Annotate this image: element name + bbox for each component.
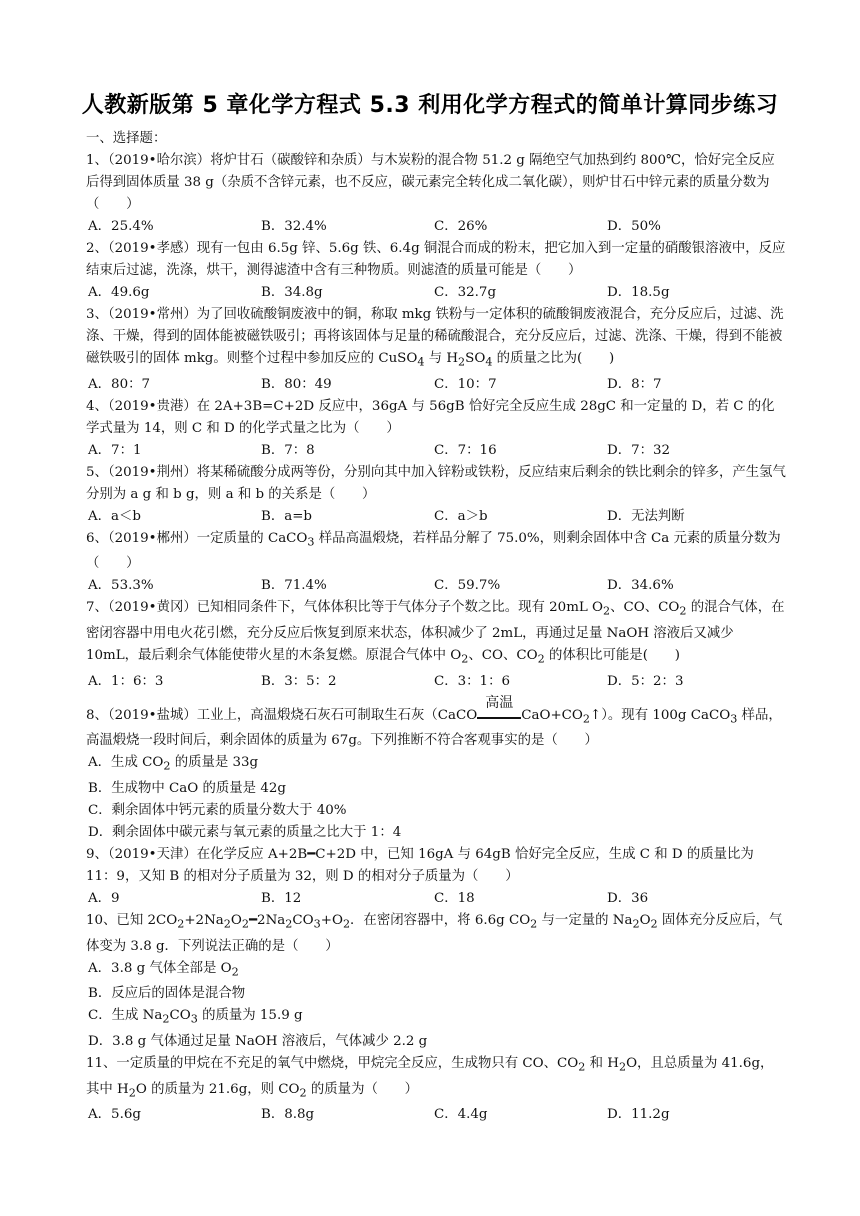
question-6-text: 6、（2019•郴州）一定质量的 CaCO$_3$ 样品高温煅烧，若样品分解了 75.0%，则剩余固体中含 Ca 元素的质量分数为（ ） [86, 530, 781, 572]
question-5-options [86, 506, 786, 528]
question-6-options [86, 575, 786, 597]
option-b: B．8.8g [261, 1107, 315, 1123]
option-d: D．5：2：3 [607, 673, 684, 689]
option-d: D．无法判断 [607, 508, 685, 524]
question-9 [86, 844, 786, 910]
question-4-options [86, 440, 786, 462]
condition-label: 高温 [485, 694, 514, 711]
option-a: A．5.6g [88, 1107, 141, 1123]
question-8-rest: $CaO+CO_2↑$）。现有 100g CaCO$_3$ 样品，高温煅烧一段时间后，剩余固体的质量为 67g。下列推断不符合客观事实的是（ ） [86, 707, 782, 749]
question-4-text: 4、（2019•贵港）在 2A+3B=C+2D 反应中，36gA 与 56gB 恰好完全反应生成 28gC 和一定量的 D，若 C 的化学式量为 14，则 C 和 D 的化学式量之比为（ ） [86, 398, 775, 436]
section-heading: 一、选择题： [86, 131, 167, 146]
question-3-options [86, 374, 786, 396]
question-1 [86, 150, 786, 238]
question-1-text: 1、（2019•哈尔滨）将炉甘石（碳酸锌和杂质）与木炭粉的混合物 51.2 g 隔绝空气加热到约 800℃，恰好完全反应后得到固体质量 38 g（杂质不含锌元素，也不反应，碳元素完全转化成二氧化碳），则炉甘石中锌元素的质量分数为（ ） [86, 153, 775, 212]
option-b: B．32.4% [261, 219, 327, 234]
option-c: C．生成 $Na_2CO_3$ 的质量为 15.9 g [88, 1008, 303, 1027]
question-8-lead: 8、（2019•盐城）工业上，高温煅烧石灰石可制取生石灰（CaCO [86, 707, 478, 723]
question-2-options [86, 282, 786, 304]
page-title: 人教新版第 5 章化学方程式 5.3 利用化学方程式的简单计算同步练习 [81, 93, 779, 118]
question-6 [86, 528, 786, 598]
question-11-text: 11、一定质量的甲烷在不充足的氧气中燃烧，甲烷完全反应，生成物只有 CO、$CO_2$ 和 $H_2O$，且总质量为 41.6g，其中 $H_2O$ 的质量为 21.6g，则 $CO_2$ 的质量为（ ） [86, 1056, 774, 1100]
question-10 [86, 910, 786, 1053]
option-d: D．18.5g [607, 285, 670, 300]
question-10-text: 10、已知 $2CO_2+2Na_2O_2━2Na_2CO_3+O_2$．在密闭容器中，将 6.6g $CO_2$ 与一定量的 $Na_2O_2$ 固体充分反应后，气体变为 3.8 g．下列说法正确的是（ ） [86, 913, 783, 954]
option-a: A．a＜b [88, 508, 142, 524]
option-b: B．7：8 [261, 442, 315, 458]
option-c: C．a＞b [434, 508, 488, 524]
question-2-text: 2、（2019•孝感）现有一包由 6.5g 锌、5.6g 铁、6.4g 铜混合而成的粉末，把它加入到一定量的硝酸银溶液中，反应结束后过滤，洗涤，烘干，测得滤渣中含有三种物质。则滤渣的质量可能是（ ） [86, 241, 786, 278]
question-list [86, 150, 786, 693]
option-b: B．71.4% [261, 578, 327, 594]
option-d: D．7：32 [607, 442, 671, 458]
question-7 [86, 597, 786, 692]
option-d: D．剩余固体中碳元素与氧元素的质量之比大于 1：4 [88, 825, 402, 841]
option-b: B．生成物中 CaO 的质量是 42g [88, 781, 286, 797]
option-d: D．3.8 g 气体通过足量 NaOH 溶液后，气体减少 2.2 g [88, 1034, 428, 1050]
option-d: D．34.6% [607, 578, 674, 594]
option-c: C．10：7 [434, 376, 497, 392]
question-7-text: 7、（2019•黄冈）已知相同条件下，气体体积比等于气体分子个数之比。现有 20mL $O_2$、CO、$CO_2$ 的混合气体，在密闭容器中用电火花引燃，充分反应后恢复到原来状态，体积减少了 2mL，再通过足量 NaOH 溶液后又减少 10mL，最后剩余气体能使带火星的木条复燃。原混合气体中 $O_2$、CO、$CO_2$ 的体积比可能是( ) [86, 600, 785, 666]
question-11-options [86, 1104, 786, 1126]
question-1-options [86, 216, 786, 238]
option-c: C．18 [434, 891, 475, 907]
question-8-options [86, 752, 786, 844]
option-d: D．8：7 [607, 376, 662, 392]
option-a: A．25.4% [88, 219, 154, 234]
option-b: B．反应后的固体是混合物 [88, 986, 246, 1002]
question-8 [86, 694, 786, 844]
question-9-text: 9、（2019•天津）在化学反应 A+2B━C+2D 中，已知 16gA 与 64gB 恰好完全反应，生成 C 和 D 的质量比为 11：9，又知 B 的相对分子质量为 32，则 D 的相对分子质量为（ ） [86, 847, 754, 885]
option-b: B．3：5：2 [261, 673, 337, 689]
option-b: B．12 [261, 891, 302, 907]
option-c: C．59.7% [434, 578, 501, 594]
question-7-options [86, 671, 786, 693]
option-c: C．26% [434, 219, 488, 234]
question-5-text: 5、（2019•荆州）将某稀硫酸分成两等份，分别向其中加入锌粉或铁粉，反应结束后剩余的铁比剩余的锌多，产生氢气分别为 a g 和 b g，则 a 和 b 的关系是（ ） [86, 464, 786, 502]
question-4 [86, 396, 786, 462]
option-c: C．剩余固体中钙元素的质量分数大于 40% [88, 803, 347, 819]
option-d: D．11.2g [607, 1107, 670, 1123]
question-9-options [86, 888, 786, 910]
option-d: D．36 [607, 891, 649, 907]
option-b: B．a=b [261, 508, 313, 524]
option-a: A．49.6g [88, 285, 150, 300]
option-b: B．80：49 [261, 376, 332, 392]
option-a: A．80：7 [88, 376, 151, 392]
document-body [86, 128, 786, 1126]
option-c: C．32.7g [434, 285, 497, 300]
question-8-text [86, 694, 786, 753]
question-3-text: 3、（2019•常州）为了回收硫酸铜废液中的铜，称取 mkg 铁粉与一定体积的硫酸铜废液混合，充分反应后，过滤、洗涤、干燥，得到的固体能被磁铁吸引；再将该固体与足量的稀硫酸混合，充分反应后，过滤、洗涤、干燥，得到不能被磁铁吸引的固体 mkg。则整个过程中参加反应的 CuSO$_4$ 与 $H_2SO_4$ 的质量之比为( ) [86, 307, 784, 369]
option-d: D．50% [607, 219, 661, 234]
question-5 [86, 462, 786, 528]
option-a: A．53.3% [88, 578, 154, 594]
question-2 [86, 238, 786, 304]
option-b: B．34.8g [261, 285, 323, 300]
question-10-options [86, 958, 786, 1053]
option-a: A．7：1 [88, 442, 142, 458]
option-c: C．4.4g [434, 1107, 488, 1123]
option-a: A．1：6：3 [88, 673, 164, 689]
option-a: A．9 [88, 891, 120, 907]
reaction-condition [477, 694, 521, 727]
option-a: A．生成 $CO_2$ 的质量是 33g [88, 755, 259, 774]
question-11 [86, 1053, 786, 1126]
option-a: A．3.8 g 气体全部是 $O_2$ [88, 960, 239, 979]
question-3 [86, 304, 786, 396]
option-c: C．3：1：6 [434, 673, 510, 689]
option-c: C．7：16 [434, 442, 497, 458]
